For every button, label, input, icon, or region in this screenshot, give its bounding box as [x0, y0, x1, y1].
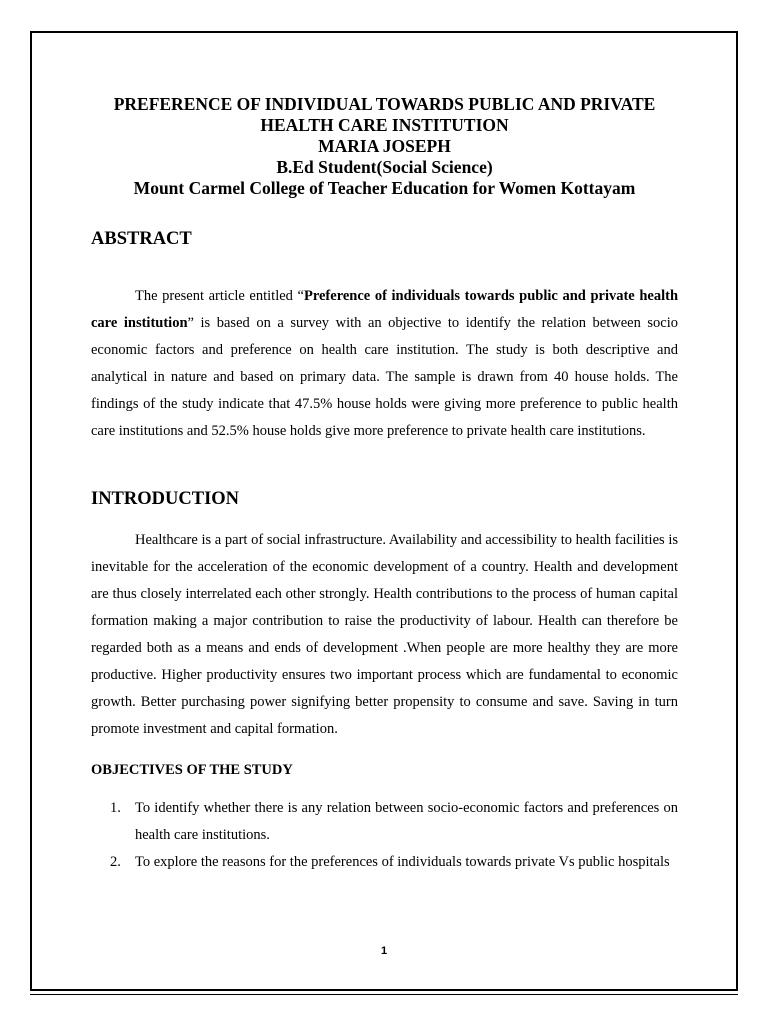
list-item-number: 2.: [110, 854, 121, 870]
objectives-heading: OBJECTIVES OF THE STUDY: [91, 762, 293, 778]
abstract-paragraph: [91, 283, 678, 445]
page-border-bottom-line: [30, 994, 738, 995]
list-item: [91, 795, 678, 849]
abstract-heading: ABSTRACT: [91, 229, 192, 249]
page-number: 1: [380, 945, 388, 957]
introduction-text: Healthcare is a part of social infrastructure. Availability and accessibility to health facilities is inevitable for the acceleration of the economic development of a country. Health and development are thus closely interrelated each other strongly. Health contributions to the process of human capital formation making a major contribution to raise the productivity of labour. Health can therefore be regarded both as a means and ends of development .When people are more healthy they are more productive. Higher productivity ensures two important process which are fundamental to economic growth. Better purchasing power signifying better propensity to consume and save. Saving in turn promote investment and capital formation.: [91, 532, 678, 737]
abstract-text-pre: The present article entitled “: [135, 288, 304, 304]
list-item-text: To identify whether there is any relation between socio-economic factors and preferences on health care institutions.: [135, 800, 678, 843]
introduction-paragraph: [91, 527, 678, 743]
list-item: [91, 849, 678, 876]
author-degree: B.Ed Student(Social Science): [276, 157, 493, 177]
objectives-list: [91, 795, 678, 876]
abstract-text-post: ” is based on a survey with an objective to identify the relation between socio economic factors and preference on health care institution. The study is both descriptive and analytical in nature and based on primary data. The sample is drawn from 40 house holds. The findings of the study indicate that 47.5% house holds were giving more preference to public health care institutions and 52.5% house holds give more preference to private health care institutions.: [91, 315, 678, 439]
list-item-number: 1.: [110, 800, 121, 816]
author-college: Mount Carmel College of Teacher Education for Women Kottayam: [133, 178, 636, 198]
introduction-heading: INTRODUCTION: [91, 489, 240, 509]
title-line-1: PREFERENCE OF INDIVIDUAL TOWARDS PUBLIC AND PRIVATE: [113, 94, 656, 114]
paper-content: [91, 94, 679, 870]
author-name: MARIA JOSEPH: [318, 136, 451, 156]
title-line-2: HEALTH CARE INSTITUTION: [260, 115, 509, 135]
abstract-article-title: Preference of individuals towards public and private health care institution: [91, 288, 679, 331]
list-item-text: To explore the reasons for the preferences of individuals towards private Vs public hospitals: [135, 854, 670, 870]
title-block: [91, 94, 678, 199]
